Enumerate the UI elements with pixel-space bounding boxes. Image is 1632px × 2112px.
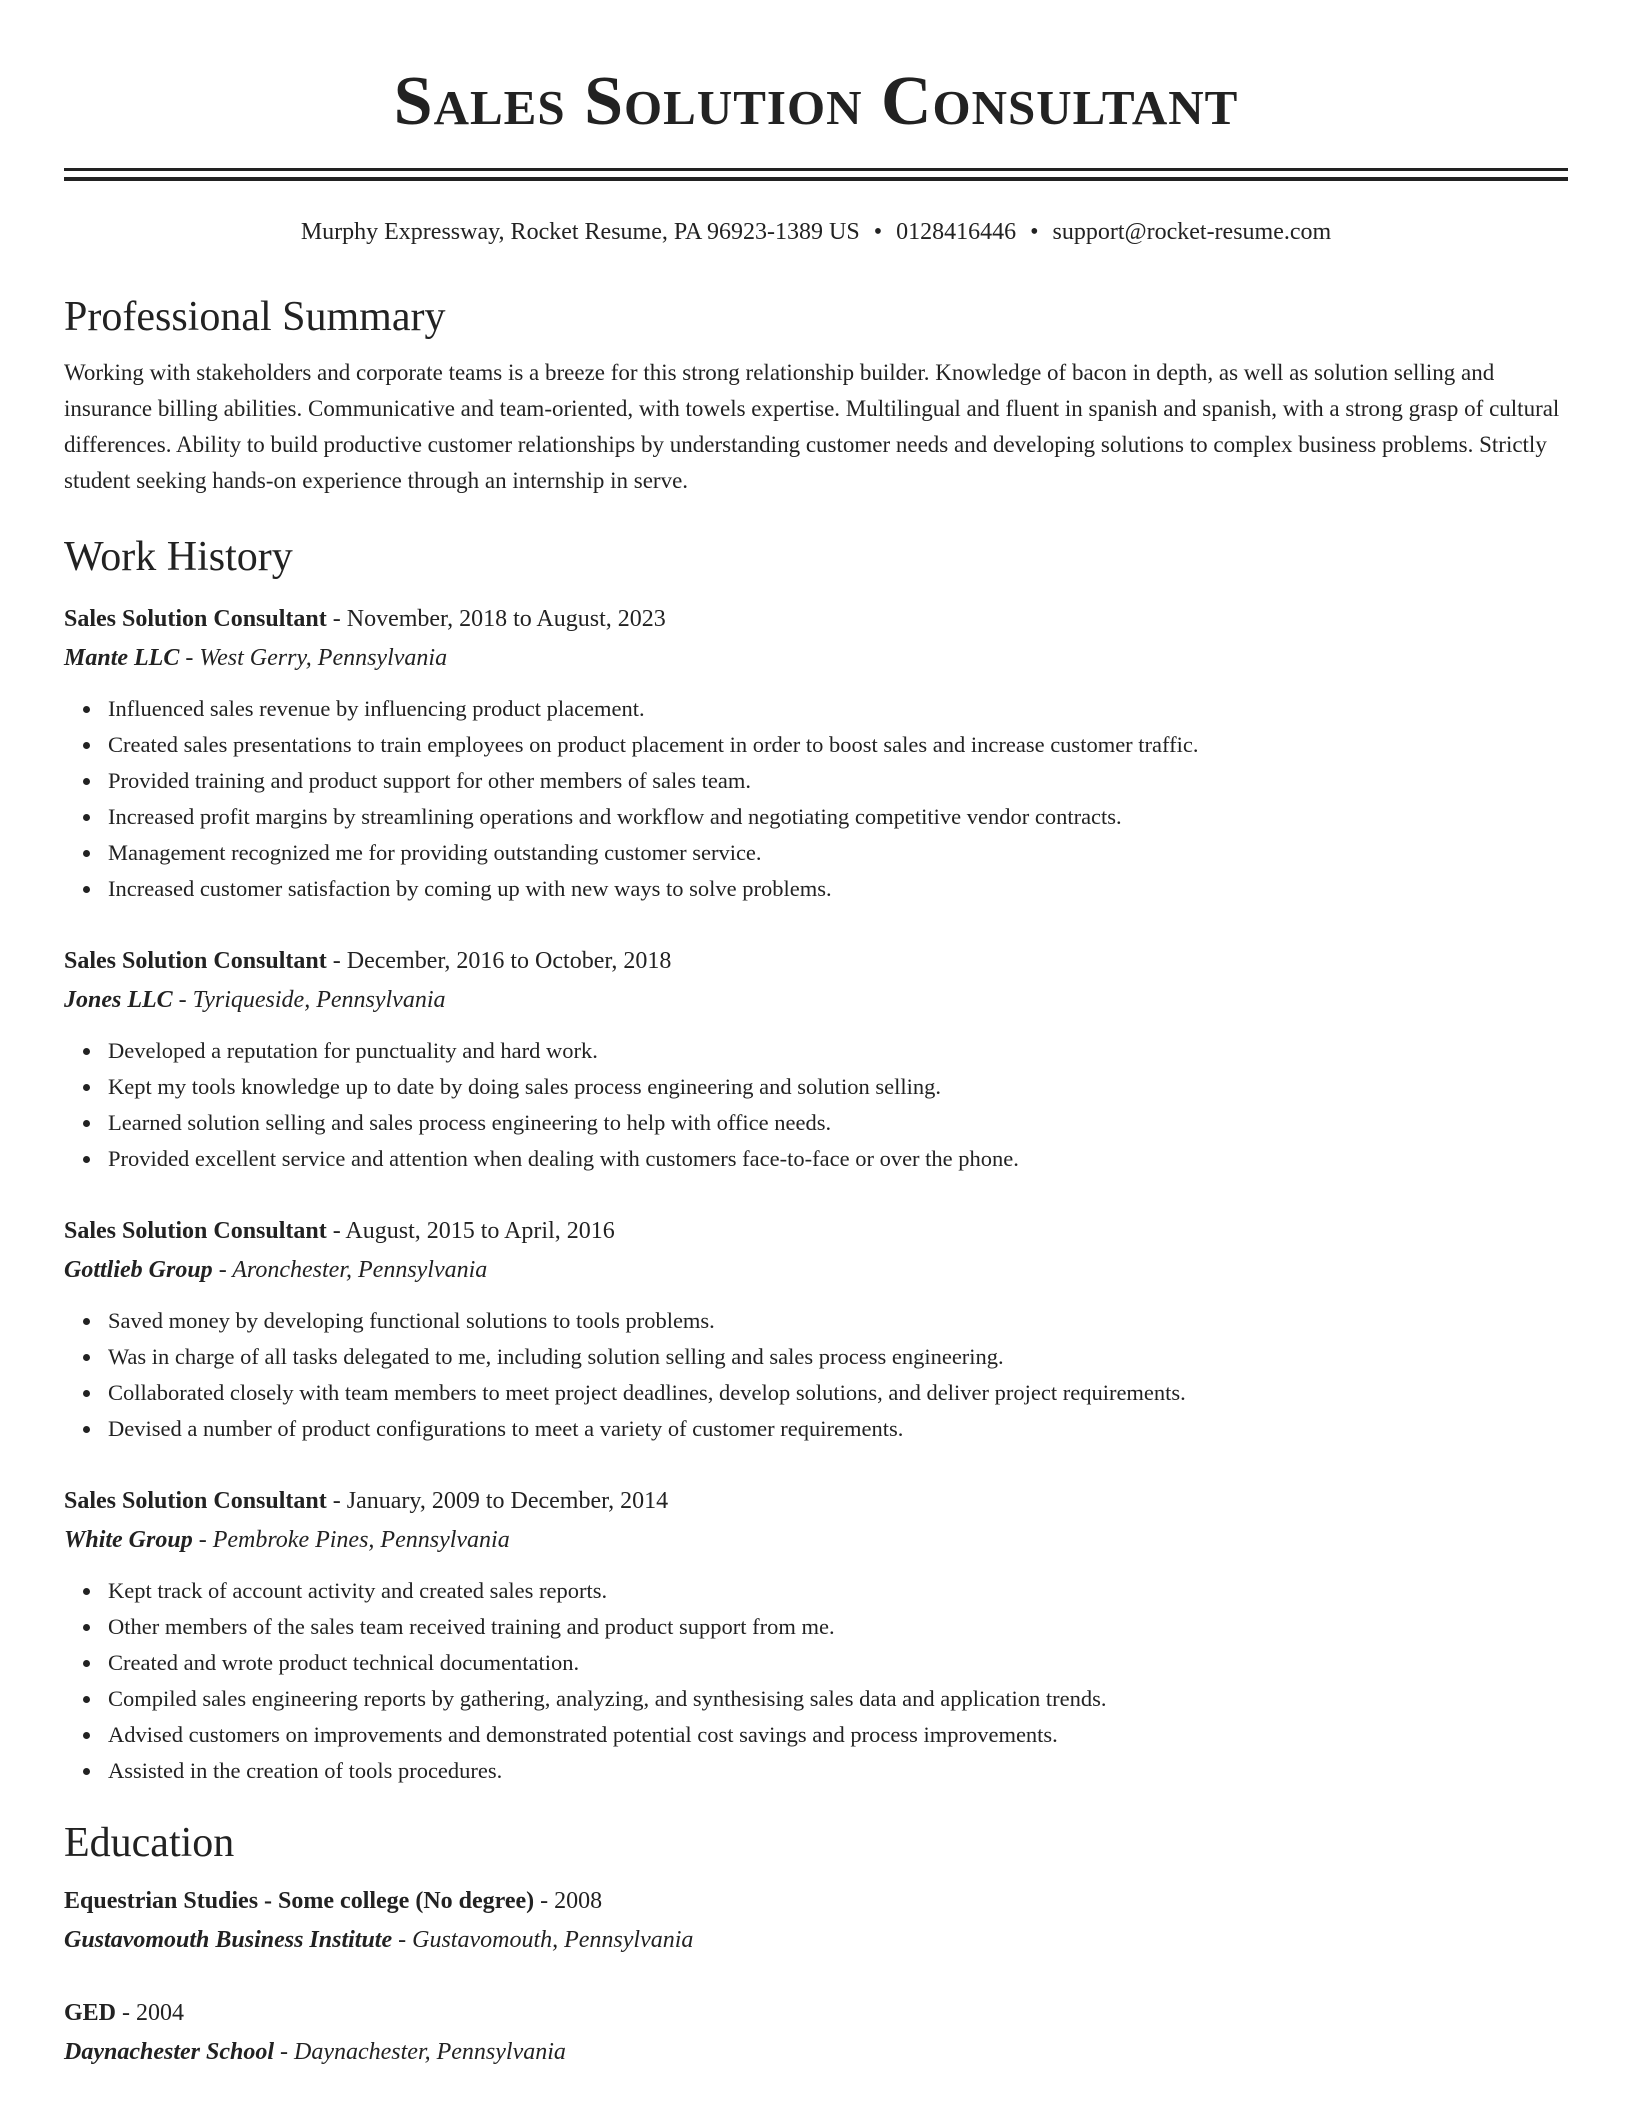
- header-divider-thick: [64, 177, 1568, 181]
- job-bullet: Created and wrote product technical documentation.: [108, 1645, 1568, 1681]
- job-bullet: Was in charge of all tasks delegated to me, including solution selling and sales process engineering.: [108, 1339, 1568, 1375]
- section-heading-summary: Professional Summary: [64, 294, 446, 340]
- job-company-line: [64, 981, 1568, 1019]
- job-bullet: Kept my tools knowledge up to date by doing sales process engineering and solution selling.: [108, 1069, 1568, 1105]
- job-location: - Pembroke Pines, Pennsylvania: [192, 1527, 510, 1553]
- education-degree-line: [64, 1995, 1568, 2031]
- job-company: Gottlieb Group: [64, 1257, 213, 1283]
- job-company-line: [64, 639, 1568, 677]
- job-bullets: [64, 1303, 1568, 1447]
- header-divider-thin: [64, 168, 1568, 171]
- job-title: Sales Solution Consultant: [64, 606, 327, 632]
- resume-title: Sales Solution Consultant: [393, 63, 1239, 140]
- job-bullets: [64, 1033, 1568, 1177]
- job-bullets: [64, 691, 1568, 907]
- education-location: - Daynachester, Pennsylvania: [274, 2039, 566, 2065]
- job-bullet: Management recognized me for providing outstanding customer service.: [108, 835, 1568, 871]
- job-entry: [64, 601, 1568, 907]
- job-bullet: Provided training and product support for other members of sales team.: [108, 763, 1568, 799]
- job-location: - Aronchester, Pennsylvania: [212, 1257, 488, 1283]
- job-title: Sales Solution Consultant: [64, 948, 327, 974]
- job-bullet: Influenced sales revenue by influencing product placement.: [108, 691, 1568, 727]
- job-company: Jones LLC: [64, 987, 173, 1013]
- job-bullet: Developed a reputation for punctuality and hard work.: [108, 1033, 1568, 1069]
- job-title: Sales Solution Consultant: [64, 1218, 327, 1244]
- job-dates: - August, 2015 to April, 2016: [326, 1218, 615, 1244]
- job-location: - Tyriqueside, Pennsylvania: [172, 987, 446, 1013]
- education-school-line: [64, 1921, 1568, 1959]
- job-title-line: [64, 1213, 1568, 1249]
- education-school: Daynachester School: [64, 2039, 274, 2065]
- job-entry: [64, 943, 1568, 1177]
- education-school: Gustavomouth Business Institute: [64, 1927, 393, 1953]
- job-bullet: Provided excellent service and attention when dealing with customers face-to-face or over the phone.: [108, 1141, 1568, 1177]
- job-bullets: [64, 1573, 1568, 1789]
- job-bullet: Learned solution selling and sales process engineering to help with office needs.: [108, 1105, 1568, 1141]
- education-entry: [64, 1883, 1568, 1959]
- job-title-line: [64, 1483, 1568, 1519]
- contact-email: support@rocket-resume.com: [1052, 219, 1332, 245]
- job-bullet: Other members of the sales team received training and product support from me.: [108, 1609, 1568, 1645]
- education-entry: [64, 1995, 1568, 2071]
- job-title-line: [64, 601, 1568, 637]
- contact-address: Murphy Expressway, Rocket Resume, PA 96923-1389 US: [300, 219, 860, 245]
- section-heading-work-history: Work History: [64, 534, 293, 580]
- job-company-line: [64, 1521, 1568, 1559]
- job-dates: - December, 2016 to October, 2018: [326, 948, 672, 974]
- job-bullet: Collaborated closely with team members to meet project deadlines, develop solutions, and deliver project requirements.: [108, 1375, 1568, 1411]
- job-company: White Group: [64, 1527, 193, 1553]
- education-degree-line: [64, 1883, 1568, 1919]
- job-bullet: Advised customers on improvements and demonstrated potential cost savings and process improvements.: [108, 1717, 1568, 1753]
- job-company-line: [64, 1251, 1568, 1289]
- education-degree: Equestrian Studies - Some college (No degree): [64, 1888, 535, 1914]
- job-dates: - January, 2009 to December, 2014: [326, 1488, 669, 1514]
- job-location: - West Gerry, Pennsylvania: [179, 645, 448, 671]
- job-bullet: Increased profit margins by streamlining operations and workflow and negotiating competitive vendor contracts.: [108, 799, 1568, 835]
- job-company: Mante LLC: [64, 645, 180, 671]
- job-title: Sales Solution Consultant: [64, 1488, 327, 1514]
- job-bullet: Compiled sales engineering reports by gathering, analyzing, and synthesising sales data and application trends.: [108, 1681, 1568, 1717]
- job-title-line: [64, 943, 1568, 979]
- contact-line: [64, 217, 1568, 247]
- job-bullet: Created sales presentations to train employees on product placement in order to boost sales and increase customer traffic.: [108, 727, 1568, 763]
- job-bullet: Kept track of account activity and created sales reports.: [108, 1573, 1568, 1609]
- contact-separator: •: [1030, 219, 1039, 245]
- education-year: - 2004: [116, 2000, 185, 2026]
- section-heading-education: Education: [64, 1820, 235, 1866]
- job-bullet: Saved money by developing functional solutions to tools problems.: [108, 1303, 1568, 1339]
- job-bullet: Assisted in the creation of tools procedures.: [108, 1753, 1568, 1789]
- education-school-line: [64, 2033, 1568, 2071]
- job-bullet: Devised a number of product configurations to meet a variety of customer requirements.: [108, 1411, 1568, 1447]
- job-bullet: Increased customer satisfaction by coming up with new ways to solve problems.: [108, 871, 1568, 907]
- job-entry: [64, 1483, 1568, 1789]
- job-entry: [64, 1213, 1568, 1447]
- contact-phone: 0128416446: [896, 219, 1017, 245]
- summary-text: Working with stakeholders and corporate teams is a breeze for this strong relationship builder. Knowledge of bacon in depth, as well as solution selling and insurance billing abilities. Communicative and team-oriented, with towels expertise. Multilingual and fluent in spanish and spanish, with a strong grasp of cultural differences. Ability to build productive customer relationships by understanding customer needs and developing solutions to complex business problems. Strictly student seeking hands-on experience through an internship in serve.: [64, 360, 1560, 493]
- contact-separator: •: [873, 219, 883, 245]
- education-year: - 2008: [534, 1888, 603, 1914]
- education-location: - Gustavomouth, Pennsylvania: [392, 1927, 694, 1953]
- job-dates: - November, 2018 to August, 2023: [326, 606, 666, 632]
- education-degree: GED: [64, 2000, 117, 2026]
